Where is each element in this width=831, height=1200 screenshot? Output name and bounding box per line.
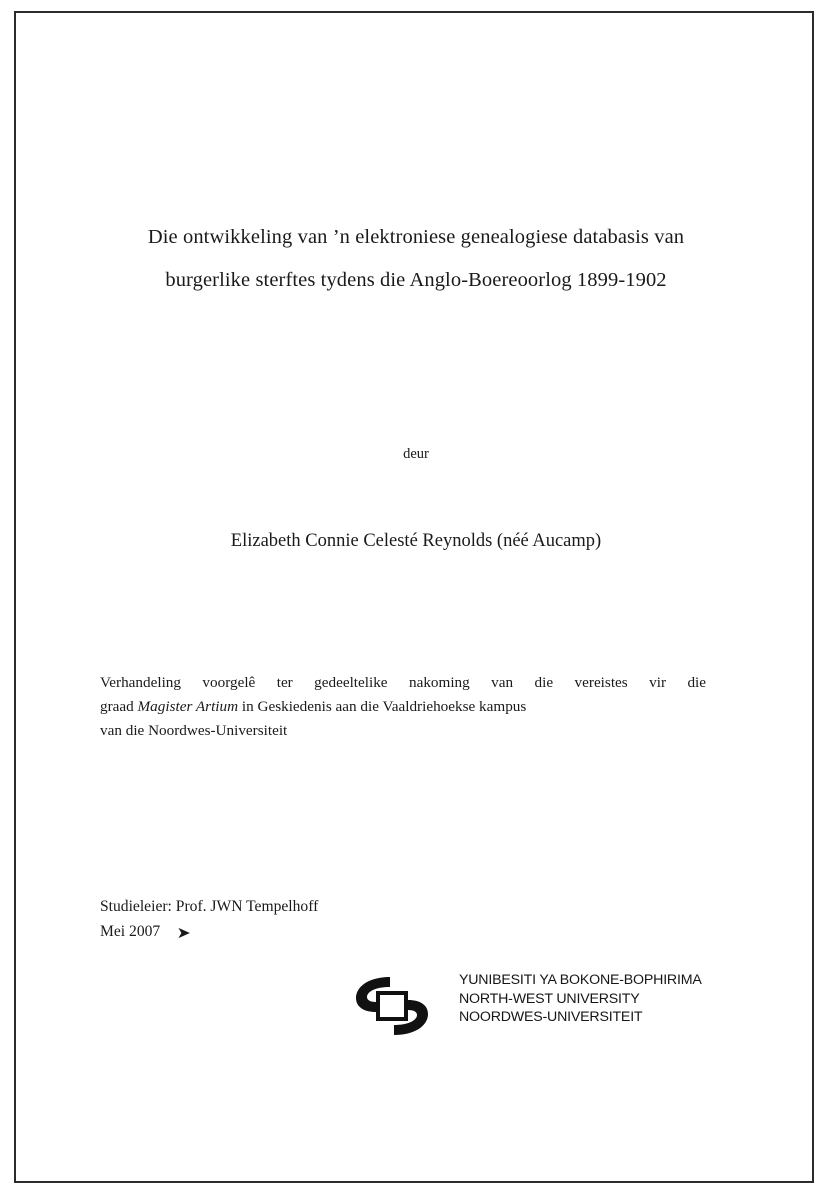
date-text: Mei 2007 xyxy=(100,922,161,940)
logo-line-english: NORTH-WEST UNIVERSITY xyxy=(459,990,640,1007)
degree-statement xyxy=(100,671,706,743)
title-line-2: burgerlike sterftes tydens die Anglo-Boereoorlog 1899-1902 xyxy=(165,269,667,291)
page-content xyxy=(96,11,736,1183)
statement-line-1: Verhandeling voorgelê ter gedeeltelike nakoming van die vereistes vir die xyxy=(100,674,706,691)
document-title xyxy=(96,216,736,302)
logo-text-block xyxy=(459,971,702,1027)
supervisor-and-date xyxy=(100,895,600,944)
logo-line-setswana: YUNIBESITI YA BOKONE-BOPHIRIMA xyxy=(459,972,702,988)
handwritten-mark-icon: ➤ xyxy=(176,924,191,942)
title-line-1: Die ontwikkeling van ’n elektroniese genealogiese databasis van xyxy=(147,226,685,248)
author-name: Elizabeth Connie Celesté Reynolds (néé Aucamp) xyxy=(230,531,602,551)
by-label: deur xyxy=(403,446,429,462)
statement-line-2 xyxy=(100,695,706,719)
university-logo xyxy=(246,971,702,1041)
supervisor-line: Studieleier: Prof. JWN Tempelhoff xyxy=(100,898,319,915)
nwu-logo-mark-icon xyxy=(346,973,438,1039)
statement-line-2-post: in Geskiedenis aan die Vaaldriehoekse kampus xyxy=(238,698,527,715)
statement-line-3: van die Noordwes-Universiteit xyxy=(100,722,288,739)
logo-line-afrikaans: NOORDWES-UNIVERSITEIT xyxy=(459,1009,643,1025)
date-line xyxy=(100,920,600,945)
statement-line-2-pre: graad xyxy=(100,698,138,715)
degree-name: Magister Artium xyxy=(137,698,239,715)
